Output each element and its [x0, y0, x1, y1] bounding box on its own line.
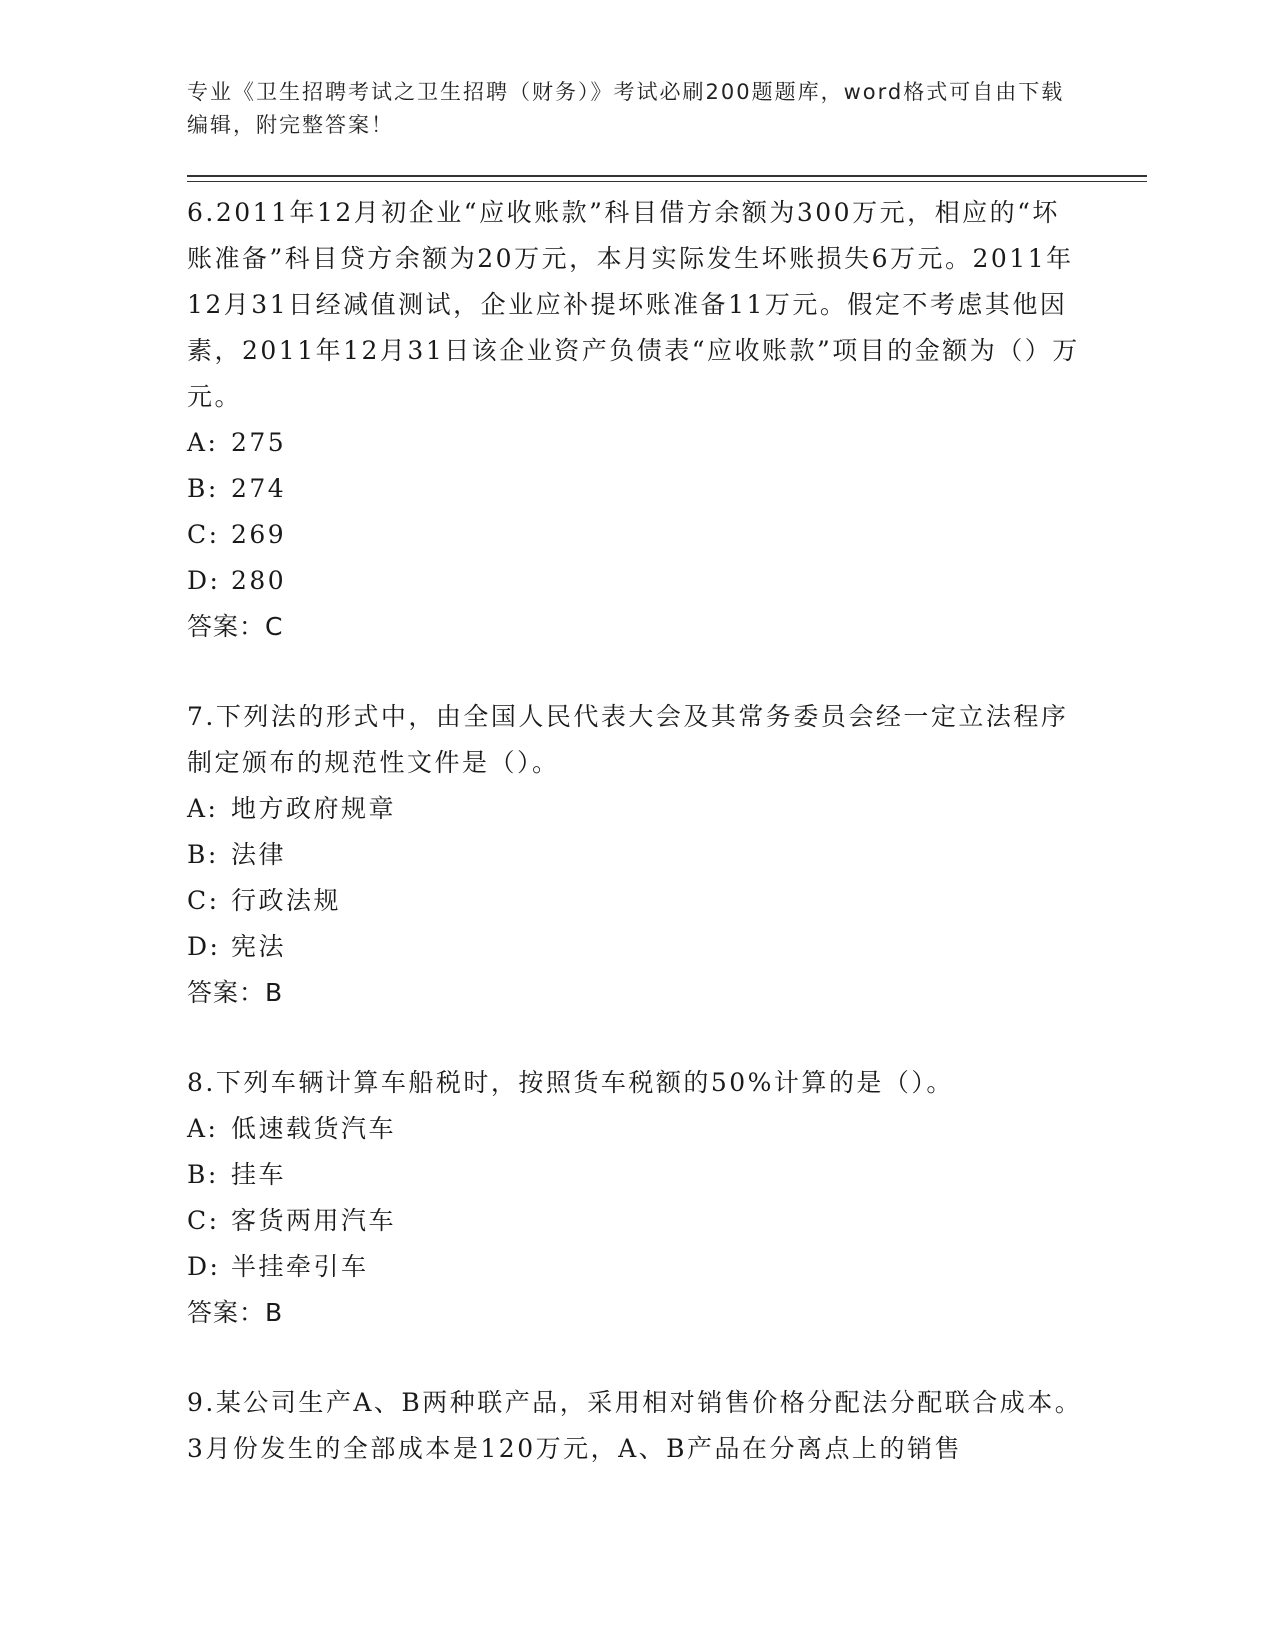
option-text: 地方政府规章 — [231, 794, 397, 823]
option-text: 法律 — [231, 840, 287, 869]
option-text: 274 — [231, 474, 287, 503]
answer-line: 答案：B — [187, 1298, 284, 1327]
option-b — [187, 466, 1087, 512]
question-6 — [187, 190, 1087, 650]
option-d — [187, 1244, 1087, 1290]
question-8 — [187, 1060, 1087, 1336]
option-c — [187, 1198, 1087, 1244]
header-rule-thin — [187, 181, 1147, 182]
option-c — [187, 512, 1087, 558]
option-text: 客货两用汽车 — [231, 1206, 397, 1235]
option-key: C: — [187, 1206, 220, 1235]
document-header: 专业《卫生招聘考试之卫生招聘（财务）》考试必刷200题题库，word格式可自由下载编辑，附完整答案！ — [187, 80, 1065, 137]
option-key: B: — [187, 474, 219, 503]
option-text: 269 — [231, 520, 287, 549]
answer-line: 答案：B — [187, 978, 284, 1007]
option-key: C: — [187, 520, 220, 549]
question-text: 6.2011年12月初企业“应收账款”科目借方余额为300万元，相应的“坏账准备”科目贷方余额为20万元，本月实际发生坏账损失6万元。2011年12月31日经减值测试，企业应补提坏账准备11万元。假定不考虑其他因素，2011年12月31日该企业资产负债表“应收账款”项目的金额为（）万元。 — [187, 198, 1080, 411]
option-text: 275 — [231, 428, 287, 457]
question-text: 9.某公司生产A、B两种联产品，采用相对销售价格分配法分配联合成本。3月份发生的全部成本是120万元，A、B产品在分离点上的销售 — [187, 1388, 1083, 1463]
option-text: 半挂牵引车 — [231, 1252, 369, 1281]
option-key: B: — [187, 840, 219, 869]
question-9 — [187, 1380, 1087, 1472]
option-key: A: — [187, 1114, 219, 1143]
option-key: A: — [187, 794, 219, 823]
header-rule-thick — [187, 175, 1147, 177]
option-text: 低速载货汽车 — [231, 1114, 397, 1143]
option-d — [187, 924, 1087, 970]
option-key: C: — [187, 886, 220, 915]
option-a — [187, 1106, 1087, 1152]
option-d — [187, 558, 1087, 604]
option-b — [187, 1152, 1087, 1198]
option-key: D: — [187, 1252, 221, 1281]
option-a — [187, 786, 1087, 832]
question-text: 7.下列法的形式中，由全国人民代表大会及其常务委员会经一定立法程序制定颁布的规范性文件是（）。 — [187, 702, 1069, 777]
option-key: D: — [187, 932, 221, 961]
option-key: A: — [187, 428, 219, 457]
option-text: 挂车 — [231, 1160, 287, 1189]
answer-line: 答案：C — [187, 612, 284, 641]
question-list — [187, 190, 1087, 1516]
option-key: B: — [187, 1160, 219, 1189]
question-text: 8.下列车辆计算车船税时，按照货车税额的50%计算的是（）。 — [187, 1068, 954, 1097]
option-key: D: — [187, 566, 221, 595]
question-7 — [187, 694, 1087, 1016]
option-text: 行政法规 — [231, 886, 342, 915]
option-b — [187, 832, 1087, 878]
option-text: 宪法 — [231, 932, 287, 961]
option-c — [187, 878, 1087, 924]
option-a — [187, 420, 1087, 466]
option-text: 280 — [231, 566, 287, 595]
